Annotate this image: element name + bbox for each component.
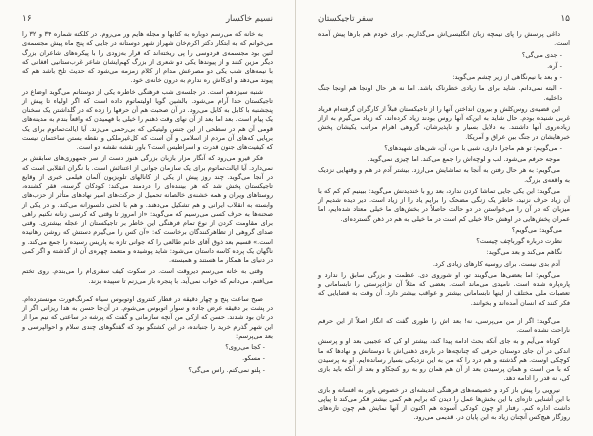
paragraph: فکر قیرو می‌رود که آنگار مزار بازبان بزرگی هنوز دست از سر جمهوری‌های سابقش بر نمی‌دارد. آیا ایالت‌تماتوم برای یک سازمان جوانی از اعتنائش است. با نگران انقلابی است که در آنجا می‌گوید. چند روز پیش از یکی از کانالهای تلویزیون آلمان فیلمی خبری از وقایع تاجیکستان پخش شد که هر بیننده‌ای را دردمند می‌کند: کودکان گرسنه، فقر کشنده، روستاهای ویران و همه خشنه‌ی خالصانه تحمیل از حرکت‌های امیر نهادهای متأثر از حزب‌های وابسته به انقلاب ایرانی و هم تشکیل می‌دهند. و هم با لحنی دلسوزانه می‌کند. و در یکی از صحنه‌ها به حرف کسی می‌رسیم که می‌گوید: «از امروز تا وقتی که کرسی زنانه نکنیم راهی برای مقاومت کردن از نوع تمام فرهنگی این خاطر بر تاجیکستان از عجله بیشتری. وقتی صدای گروهی از تظاهرکنندگان برخاست که: «آن کس را می‌گیرم دستش که روشن رهانیده است.» قسیم بعد ذوق آقای خانم طالعی را که جوانی تازه به پاریس رسیده را جمع می‌کند. و ناگهان یک پرده کاسه داستان می‌شود: شاید پوشیده و متعمد چهره‌ی آن از گذشته و اگر کمی در دنیای ما همکار ما هستند و همبسته. — [22, 154, 273, 264]
right-page-header — [318, 12, 570, 28]
paragraph: نیرویی را پیش باز کرد و خصیصه‌های فرهنگی اندیشه‌ای در خصوص باور به افسانه و بازی با این آشنایی تازه‌ای با این بخش‌ها عمل را دیدن که برایم هم کمی بیشتر فکر می‌کند تا پیاپی داشت اداره کنم. رفتار او چون کودکی آسوده هم اکنون از آنها نمایش هم چون تازه‌های روزگار هیچ‌کس آنچنان زیاد به این پایان در. قدیمی می‌رود. — [318, 385, 570, 422]
paragraph: آدم بدی نیست. برای روسیه کارهای زیادی کرد. — [432, 259, 560, 268]
left-running-head: نسیم خاکسار — [225, 14, 273, 24]
paragraph: می‌گوید: اگر از من می‌پرسی، نه! بعد اش را طوری گفت که انگار اصلاً از این حرفم ناراحت نشده است. — [318, 316, 570, 334]
paragraph: - البته نمی‌دانم. شاید برای ما زیادی خطرناک باشد. اما نه هر حال اونجا هم اونجا جنگ داخلیه. — [318, 84, 562, 102]
paragraph: می‌گویم: به هر حال رفتن به آنجا به تماشایش می‌ارزد. بیشتر آدم در هم و وقتهایی نزدیک به واقعه‌ی بزرگ. — [318, 166, 570, 184]
left-page-body — [22, 30, 273, 375]
paragraph: کوتاه می‌آیم و به جای آنکه بحث ادامه پیدا کند، بیشتر او کی که عجیبی بعد او و پرسش اندکی در آن جای دوستان حرفی که چنانچه‌ها در باره‌ی ذهنی‌اش با دوستانش و نهادها که ما کوچکی اوست. هم گذشته و هم درد را که من به این نزدیکی بسیار رسانده‌ایم. او به پرسیدن که با من است و همان پرسیدن بعد از آن هم همان رو به رو کنجکاو و بعد از آنکه باید بازی کی، نه قدر را ادامه دهد. — [318, 337, 570, 383]
paragraph: می‌گوید: این یکی جایی تماشا کردن ندارد، بعد رو با خندیدنش می‌گوید: ببینیم کم کم که با آن زیاد حرف نزنید، خاطر یک زنگی مضحک را برایم یاد را از زیاد است. دیر دیده شدیم از میزبان که در آن را می‌خواستن در دو حالت حاصلاً در بخش‌های ما خیلی معتاد شده‌ایم، اما عمران پخش‌هایی در اوهش حالا خیلی کم است در ما خیلی به هم در ذهن گسترده‌ای. — [318, 186, 570, 223]
right-running-head: سفر تاجیکستان — [318, 14, 374, 24]
paragraph: این قضیه‌ی روس‌کلش و بیرون انداختن آنها را از تاجیکستان قبلاً از کارگران گرفته‌ام فریاد غربی شنیده بودم. حال شاید به این‌که آنها روس بودند زیاد کرده‌اند، که زیاد می‌گیرم به ازاز زیاده‌روی آنها داشتند. به دلایل بسیار و ناپذیرشان، گروهی اهرام مراتب یکیشان پخش خبرهایشان در جنگ بین عراق و آمریکا. — [318, 104, 570, 141]
paragraph: - جدی می‌گی؟ — [521, 50, 562, 59]
paragraph: - آره. — [547, 61, 562, 70]
right-page — [296, 0, 592, 436]
right-page-number: ۱۵ — [560, 14, 570, 24]
right-page-body — [318, 30, 570, 423]
left-page-header — [22, 12, 273, 28]
left-page — [0, 0, 296, 436]
left-page-number: ۱۶ — [22, 14, 32, 24]
paragraph: داغی پرسش را پای نیمچه زبان انگلیسی‌اش می‌گذاریم. برای خودم هم بارها پیش آمده است. — [318, 30, 570, 48]
paragraph: - می‌گویم: تو هم ماجرا داری، شبی با من، آن، شی‌های شهیدهای؟ — [384, 143, 562, 152]
paragraph: - مسکو. — [242, 354, 265, 363]
paragraph: صبح ساعت پنج و چهار دقیقه در فطار کنتروی اوتوبوس سیاه کمرنگ‌فورت مونسترده‌ام. در پشت بر دقیقه عرض جاده و سوار اتوبوس می‌شوم. در آن‌جا حسن به هدا ریزانی اگر از در تان بود شدند. حسن که ازکی من آنچه سازمانی و گفت که پرشه در ساعتی که نیم مرا از این شهر گذرم خرید را جنبانده، در این کشتگو بود که گفتگوهای چندی سلام و احوالپرسی و بعد می‌پرسم: — [22, 294, 273, 340]
paragraph: شنبه سیزدهم است. در جلسه‌ی شب فرهنگی خاطره یکی از دوستانم می‌گوید اوضاع در تاجیکستان حدا آرام می‌شود. بالشین گویا اولیتماتوم داده است که اگر اولیاء تا پیش از پنجشنبه با کابل به کابل می‌رود. در آن صحبت هم آن حرفها را زده که در گلداشتن یک سخنان یک پیام است. بعد اما بعد از آن نهای وقت ذهنم را خیلی با فهمیدن که واقعاً بندم به مدینه‌های قومی آن هم در سطحی از این جنس ولیتیکی که بی‌رحمی می‌زند. آیا ایالت‌تماتوم برای یک برپایی که‌های آن مردم از اسلامی و آن است که کل‌غیر‌ملکی و نقطه بستن ساختمان نیست که کیفیت‌های جنون قدرت و اسراطیس است؟ باور نقشه نقشه دو است. — [22, 87, 273, 151]
paragraph: - پلنو نمی‌کنم. راس می‌گی؟ — [188, 365, 265, 374]
paragraph: وقتی به خانه می‌رسم دیروقت است. در سکوت کیف سفری‌ام را می‌بندم. روی تختم می‌افتم. می‌دانم که خواب نمی‌آید. با پنجره باز می‌زنم تا سپیده بزند. — [22, 267, 273, 285]
paragraph: - و بعد با نیم‌نگاهی از زیر چشم می‌گوید: — [452, 73, 562, 81]
paragraph: نظرت درباره گورباچف چیست؟ — [476, 237, 562, 245]
paragraph: - کجا می‌روی؟ — [225, 343, 265, 351]
paragraph: می‌گوید: می‌گویم؟ — [511, 225, 562, 234]
paragraph: نگاهم می‌کند و بعد می‌گوید: — [486, 248, 562, 257]
paragraph: می‌گویم: اما بعضی‌ها می‌گویند تو، او شوروی دی. عظمت و بزرگی سابق را ندارد و پاره‌پاره شده است. نامیدی می‌ماند است. بعضی که مثلاً آن نژادپرستی را نابسامانی و تعصبات ملی مختلف از اینها نابسامانی بیشتر و عواقب بیشتر دارد. آن وقت به قضایایی که فکر کنند که انسان آمده‌اند و بخوانند. — [318, 270, 570, 307]
paragraph: موجه حرفم می‌شود. لب و لوچه‌اش را جمع می‌کند. اما چیزی نمی‌گوید. — [367, 155, 560, 163]
paragraph: به خانه که می‌رسم دوباره به کتابها و مجله هایم ور می‌روم. در کلکته شماره ۳۴ و ۳۲ را می‌خوانم که به ابتکار دکتر اکرم‌خان شهراز شهر دوستانه در جایی که پنج ماه پیش مجسمه‌ی لنین بود مجسمه‌ی فردوسی را پی ریخته‌اند که قرار به‌زودی را با پیکره‌های شاعران بزرگ دیگر مزین کنند و از پیوندها یکی دو شعری از بزرگ کهم‌ایشان شاعر غرب‌ستانیی افغانی که با نیمه‌های شب یکی دو مصرعش مدام از کلام زمزمه می‌شود که حدیث تلخ باشد هم که پیوند می‌دهد و ای‌کاش ره ندارم به درون خانه‌ی خود. — [22, 30, 273, 85]
